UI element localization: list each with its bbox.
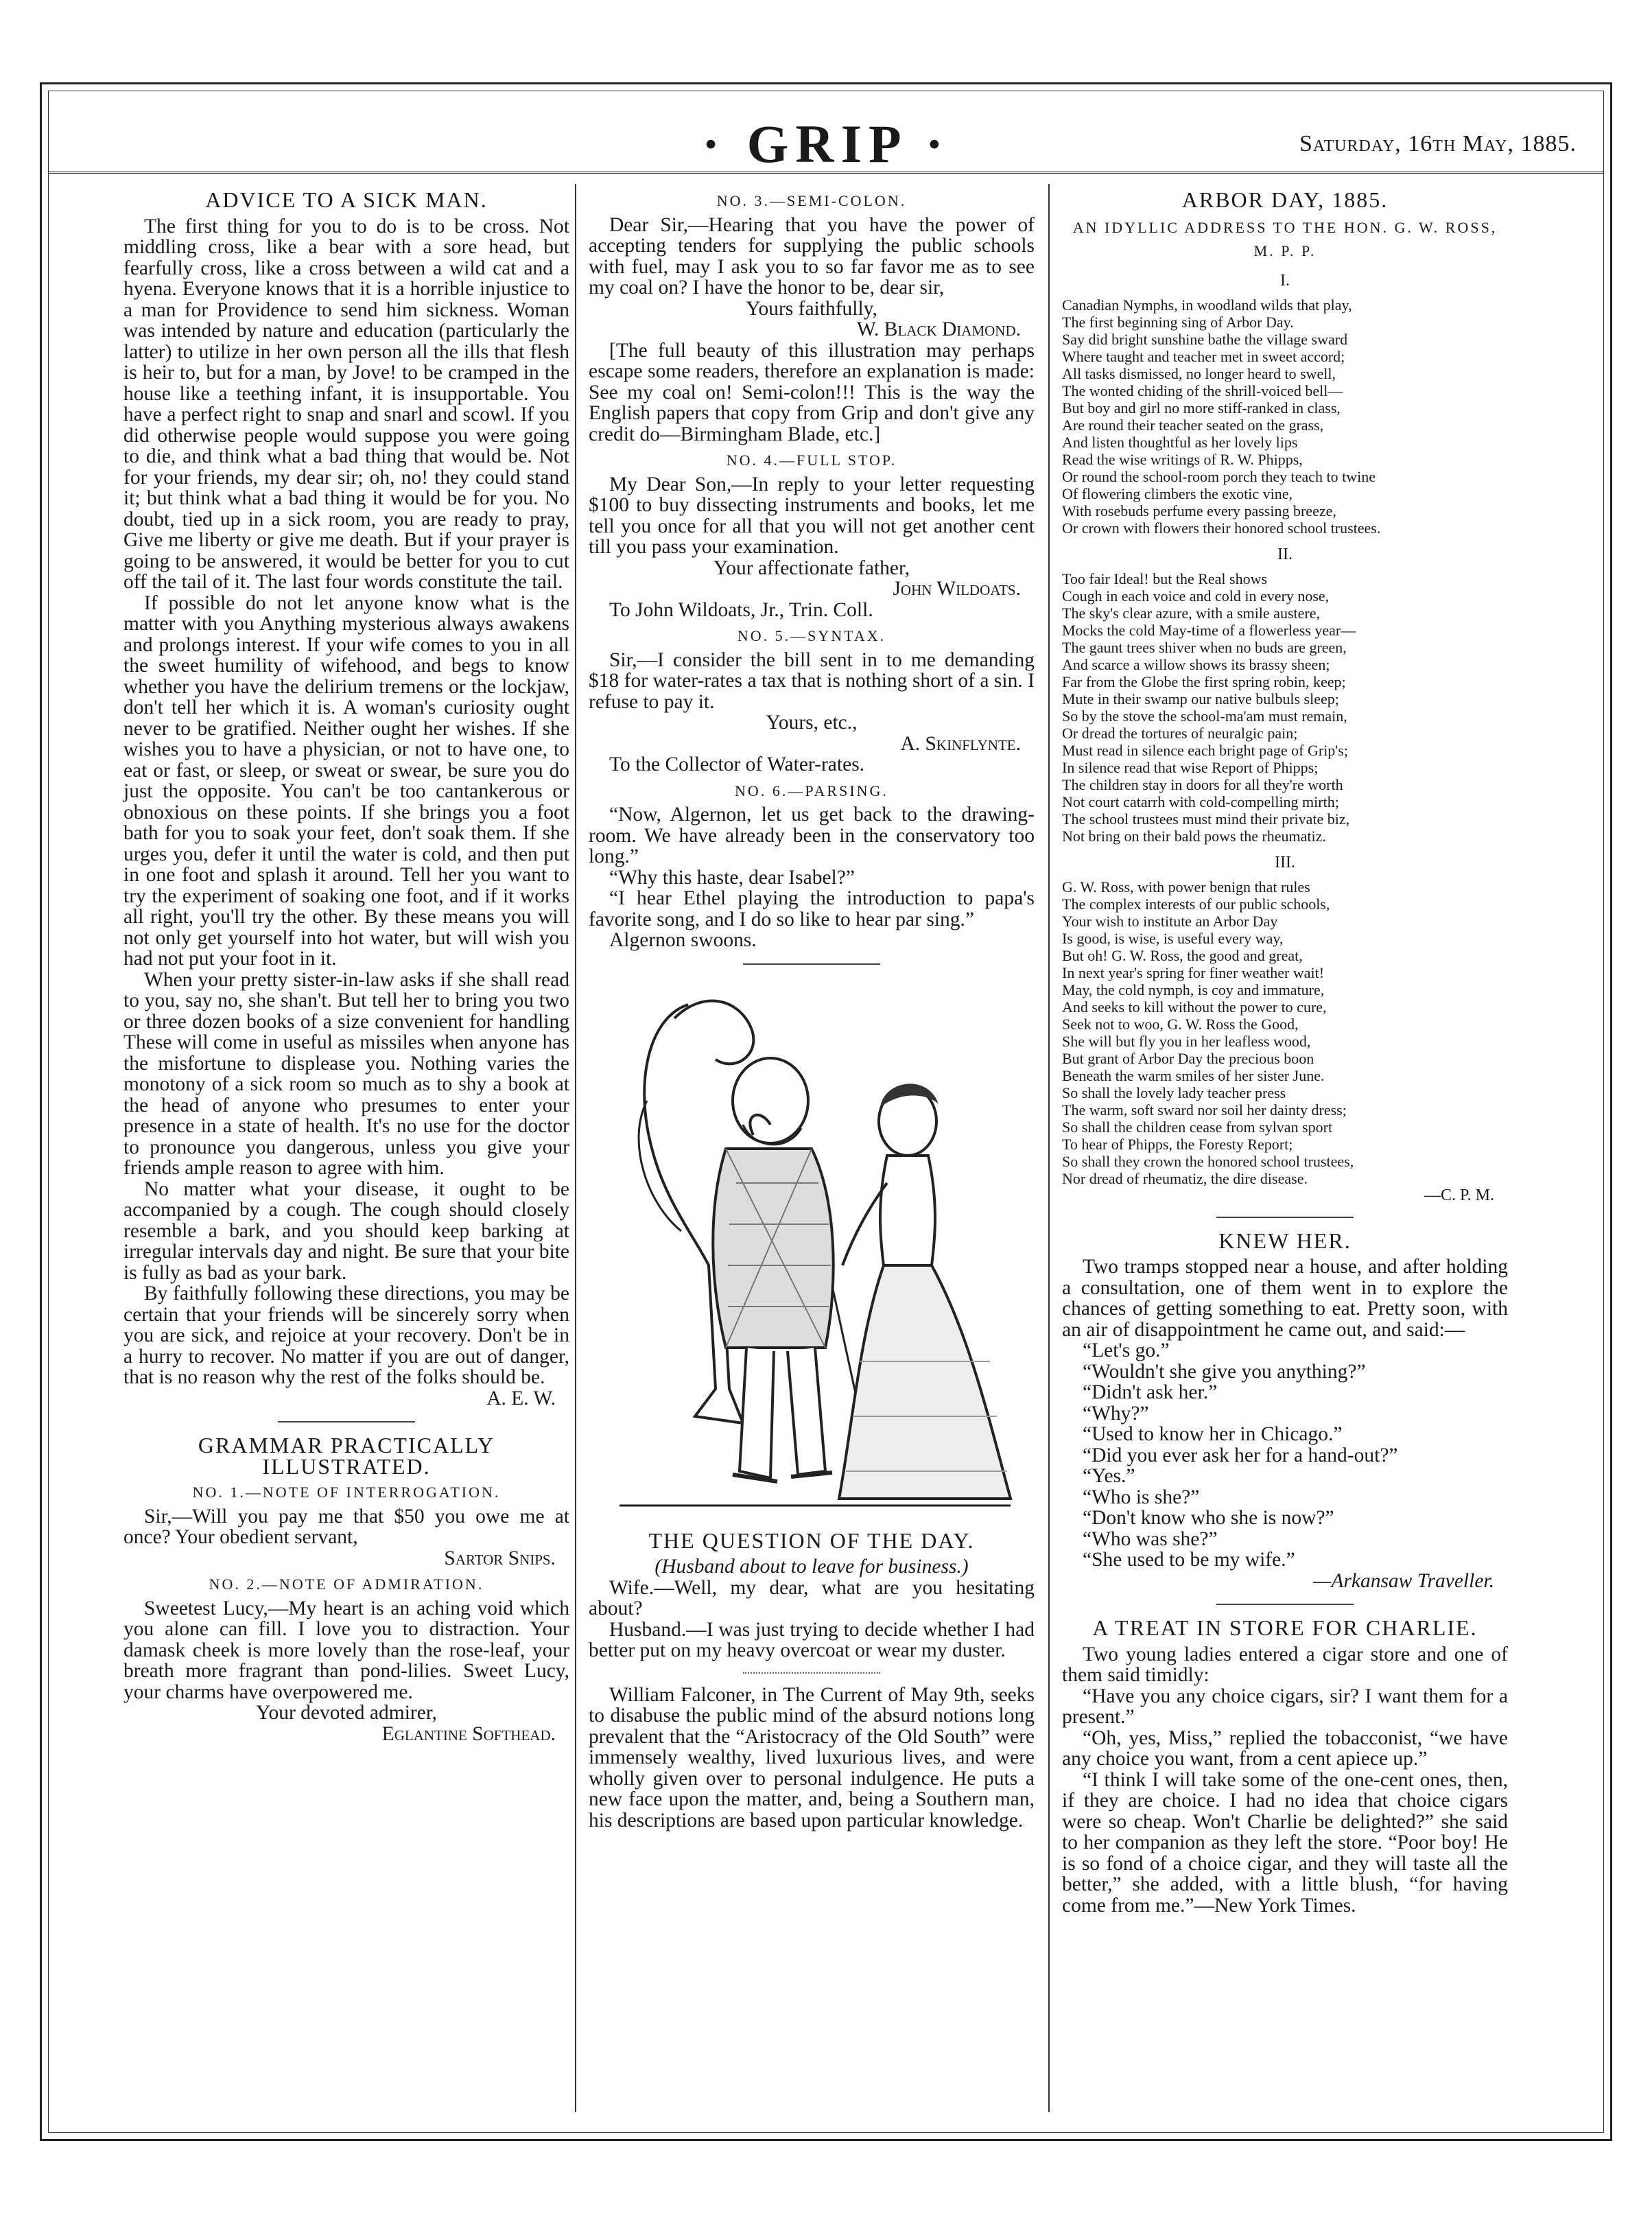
cartoon-caption-title: THE QUESTION OF THE DAY. [648, 1527, 975, 1553]
dialogue-line: “Don't know who she is now?” [1083, 1507, 1334, 1529]
poem-line: Read the wise writings of R. W. Phipps, [1062, 450, 1303, 468]
grammar-no4-text: My Dear Son,—In reply to your letter requesting $100 to buy dissecting instruments and books, let me tell you once for all that you will not get another cent till you pass your examination. [589, 473, 1035, 558]
poem-line: Not bring on their bald pows the rheumatiz. [1062, 827, 1326, 845]
poem-line: The school trustees must mind their private biz, [1062, 810, 1350, 828]
dialogue-line: “Let's go.” [1083, 1339, 1170, 1361]
treat-paragraph-1: Two young ladies entered a cigar store and one of them said timidly: [1062, 1643, 1508, 1686]
poem-line: In next year's spring for finer weather wait! [1062, 963, 1325, 981]
poem-line: Too fair Ideal! but the Real shows [1062, 570, 1268, 587]
arbor-signature: —C. P. M. [1424, 1186, 1494, 1204]
stanza-number: III. [1275, 853, 1295, 871]
falconer-paragraph: William Falconer, in The Current of May 9th, seeks to disabuse the public mind of the absurd notions long prevalent that the “Aristocracy of the Old South” were immensely wealthy, lived luxurious lives, and were wholly given over to personal indulgence. He puts a new face upon the matter, and, being a Southern man, his descriptions are based upon particular knowledge. [589, 1683, 1035, 1831]
grammar-no6-p4: Algernon swoons. [609, 929, 757, 951]
grammar-no2-signature: Eglantine Softhead. [381, 1722, 556, 1745]
dialogue-line: “Who is she?” [1083, 1486, 1200, 1508]
grammar-no1-heading: NO. 1.—NOTE OF INTERROGATION. [192, 1484, 501, 1501]
dialogue-line: “Didn't ask her.” [1083, 1381, 1218, 1403]
poem-line: She will but fly you in her leafless wood, [1062, 1032, 1311, 1050]
poem-line: Or round the school-room porch they teach to twine [1062, 467, 1376, 485]
poem-line: The gaunt trees shiver when no buds are green, [1062, 638, 1347, 656]
poem-line: The complex interests of our public schools, [1062, 895, 1330, 913]
poem-line: With rosebuds perfume every passing breeze, [1062, 502, 1336, 519]
grammar-no5-signature: A. Skinflynte. [900, 732, 1021, 755]
grammar-no6-heading: NO. 6.—PARSING. [735, 782, 888, 799]
poem-line: The sky's clear azure, with a smile austere, [1062, 604, 1320, 622]
poem-line: The warm, soft sward nor soil her dainty dress; [1062, 1101, 1347, 1119]
knew-dialogue [1062, 1340, 1508, 1571]
dialogue-line: “Who was she?” [1083, 1527, 1218, 1550]
poem-line: The first beginning sing of Arbor Day. [1062, 313, 1294, 331]
poem-line: Far from the Globe the first spring robin, keep; [1062, 672, 1346, 690]
article-title-advice: ADVICE TO A SICK MAN. [205, 187, 488, 212]
dialogue-line: “Wouldn't she give you anything?” [1083, 1360, 1366, 1383]
grammar-no2-closing: Your devoted admirer, [256, 1702, 437, 1724]
grammar-no3-heading: NO. 3.—SEMI-COLON. [716, 192, 907, 209]
treat-paragraph-2: “Have you any choice cigars, sir? I want them for a present.” [1062, 1685, 1508, 1728]
advice-paragraph-1: The first thing for you to do is to be cross. Not middling cross, like a bear with a sore head, but fearfully cross, like a cross between a wild cat and a hyena. Everyone knows that it is a horrible injustice to a man for Providence to send him sickness. Woman was intended by nature and education (particularly the latter) to utilize in her own person all the ills that flesh is heir to, but for a man, by Jove! to be cramped in the house like a teething infant, it is insupportable. You have a perfect right to snap and snarl and scowl. If you did otherwise people would suppose you were going to die, and think what a bad thing that would be. Not for your friends, my dear sir; oh, no! they could stand it; but think what a bad thing it would be for you. No doubt, tied up in a sick room, you are ready to pray, Give me liberty or give me death. But if your prayer is going to be answered, it would be better for you to cut off the tail of it. The last four words constitute the tail. [123, 215, 569, 593]
poem-line: But oh! G. W. Ross, the good and great, [1062, 946, 1303, 964]
poem-line: The wonted chiding of the shrill-voiced bell— [1062, 382, 1343, 399]
dialogue-line: “She used to be my wife.” [1083, 1549, 1295, 1571]
grammar-no3-text: Dear Sir,—Hearing that you have the power of accepting tenders for supplying the public schools with fuel, may I ask you to so far favor me as to see my coal on? I have the honor to be, dear sir, [589, 213, 1035, 298]
poem-line: But grant of Arbor Day the precious boon [1062, 1049, 1314, 1067]
separator [743, 963, 880, 965]
poem-line: And scarce a willow shows its brassy sheen; [1062, 655, 1330, 673]
knew-signature: —Arkansaw Traveller. [1313, 1569, 1494, 1592]
grammar-no5-to: To the Collector of Water-rates. [609, 753, 865, 775]
advice-paragraph-5: By faithfully following these directions, you may be certain that your friends will be sincerely sorry when you are sick, and rejoice at your recovery. Don't be in a hurry to recover. No matter if you are out of danger, that is no reason why the rest of the folks should be. [123, 1283, 569, 1388]
stanza-2 [1062, 570, 1508, 845]
cartoon-illustration [606, 977, 1017, 1526]
dialogue-line: “Yes.” [1083, 1465, 1135, 1487]
dialogue-line: “Did you ever ask her for a hand-out?” [1083, 1444, 1398, 1466]
poem-line: Mocks the cold May-time of a flowerless year— [1062, 621, 1356, 639]
grammar-no5-text: Sir,—I consider the bill sent in to me demanding $18 for water-rates a tax that is nothing short of a sin. I refuse to pay it. [589, 648, 1035, 713]
poem-line: Say did bright sunshine bathe the village sward [1062, 330, 1348, 348]
advice-paragraph-4: No matter what your disease, it ought to be accompanied by a cough. The cough should closely resemble a bark, and you should keep barking at irregular intervals day and night. Be sure that your bite is fully as bad as your bark. [123, 1178, 569, 1284]
poem-line: The children stay in doors for all they're worth [1062, 775, 1343, 793]
treat-paragraph-4: “I think I will take some of the one-cent ones, then, if they are choice. I had no idea that choice cigars were so cheap. Won't Charlie be delighted?” she said to her companion as they left the store. “Poor boy! He is so fond of a choice cigar, and they will taste all the better,” she added, with a little blush, “for having come from me.”—New York Times. [1062, 1768, 1508, 1917]
advice-paragraph-3: When your pretty sister-in-law asks if she shall read to you, say no, she shan't. But tell her to bring you two or three dozen books of a size convenient for handling These will come in useful as missiles when anyone has the misfortune to displease you. Nothing varies the monotony of a sick room so much as to shy a book at the head of anyone who presumes to enter your presence in a state of health. It's no use for the doctor to pronounce you dangerous, unless you give your friends ample reason to agree with him. [123, 968, 569, 1179]
poem-line: Cough in each voice and cold in every nose, [1062, 587, 1330, 605]
grammar-no6-p3: “I hear Ethel playing the introduction to papa's favorite song, and I do so like to hear par sing.” [589, 887, 1035, 930]
article-title-treat: A TREAT IN STORE FOR CHARLIE. [1092, 1615, 1478, 1640]
grammar-no5-closing: Yours, etc., [766, 712, 858, 734]
cartoon-dialogue-wife: Wife.—Well, my dear, what are you hesitating about? [589, 1576, 1035, 1619]
column-1 [123, 185, 569, 1744]
poem-line: So shall they crown the honored school trustees, [1062, 1152, 1354, 1170]
poem-line: G. W. Ross, with power benign that rules [1062, 878, 1310, 895]
poem-line: Nor dread of rheumatiz, the dire disease. [1062, 1169, 1308, 1187]
poem-line: So shall the lovely lady teacher press [1062, 1084, 1286, 1101]
cartoon-dialogue-husband: Husband.—I was just trying to decide whether I had better put on my heavy overcoat or wear my duster. [589, 1618, 1035, 1661]
grammar-no1-text: Sir,—Will you pay me that $50 you owe me at once? Your obedient servant, [123, 1505, 569, 1548]
masthead-rule [48, 172, 1604, 178]
stanza-number: I. [1280, 271, 1290, 290]
poem-line: Is good, is wise, is useful every way, [1062, 929, 1284, 947]
grammar-no4-signature: John Wildoats. [893, 578, 1021, 600]
article-title-arbor: ARBOR DAY, 1885. [1181, 187, 1389, 212]
treat-paragraph-3: “Oh, yes, Miss,” replied the tobacconist, “we have any choice you want, from a cent apiece up.” [1062, 1726, 1508, 1770]
masthead-date: Saturday, 16th May, 1885. [1299, 131, 1577, 156]
stanza-number: II. [1277, 545, 1293, 563]
masthead [48, 113, 1604, 175]
poem-line: Where taught and teacher met in sweet accord; [1062, 347, 1345, 365]
grammar-no3-note: [The full beauty of this illustration may perhaps escape some readers, therefore an explanation is made: See my coal on! Semi-colon!!! This is the way the English papers that copy from Grip and don't give any credit do—Birmingham Blade, etc.] [589, 339, 1035, 445]
cartoon-caption-subtitle: (Husband about to leave for business.) [654, 1556, 969, 1578]
poem-line: Are round their teacher seated on the grass, [1062, 416, 1324, 434]
poem-line: To hear of Phipps, the Foresty Report; [1062, 1135, 1293, 1153]
grammar-no4-to: To John Wildoats, Jr., Trin. Coll. [609, 598, 873, 621]
poem-line: So shall the children cease from sylvan sport [1062, 1118, 1333, 1136]
arbor-poem [1062, 272, 1508, 1204]
poem-line: Or dread the tortures of neuralgic pain; [1062, 724, 1298, 742]
grammar-no4-heading: NO. 4.—FULL STOP. [726, 452, 897, 469]
column-3 [1062, 185, 1508, 1916]
grammar-no3-closing: Yours faithfully, [746, 297, 877, 320]
separator [1216, 1604, 1354, 1605]
stanza-1 [1062, 296, 1508, 537]
grammar-no4-closing: Your affectionate father, [713, 557, 910, 579]
grammar-no3-signature: W. Black Diamond. [856, 318, 1021, 340]
grammar-no5-heading: NO. 5.—SYNTAX. [737, 627, 886, 644]
poem-line: May, the cold nymph, is coy and immature, [1062, 981, 1325, 998]
stanza-3 [1062, 878, 1508, 1187]
poem-line: And seeks to kill without the power to cure, [1062, 998, 1327, 1016]
article-title-knew-her: KNEW HER. [1218, 1228, 1352, 1253]
poem-line: Seek not to woo, G. W. Ross the Good, [1062, 1015, 1299, 1033]
poem-line: All tasks dismissed, no longer heard to swell, [1062, 364, 1336, 382]
advice-signature: A. E. W. [486, 1387, 556, 1409]
column-rule-2 [1048, 184, 1050, 2112]
grammar-no2-text: Sweetest Lucy,—My heart is an aching void which you alone can fill. I love you to distraction. Your damask cheek is more lovely than the rose-leaf, your breath more fragrant than pond-lilies. Sweet Lucy, your charms have overpowered me. [123, 1597, 569, 1703]
poem-line: And listen thoughtful as her lovely lips [1062, 433, 1298, 451]
grammar-no2-heading: NO. 2.—NOTE OF ADMIRATION. [209, 1576, 484, 1593]
column-rule-1 [575, 184, 576, 2112]
poem-line: Canadian Nymphs, in woodland wilds that play, [1062, 296, 1352, 314]
poem-line: In silence read that wise Report of Phipps; [1062, 758, 1319, 776]
poem-line: But boy and girl no more stiff-ranked in class, [1062, 399, 1341, 417]
poem-line: Mute in their swamp our native bulbuls sleep; [1062, 690, 1339, 707]
column-2 [589, 185, 1035, 1831]
poem-line: So by the stove the school-ma'am must remain, [1062, 707, 1347, 725]
dialogue-line: “Why?” [1083, 1402, 1149, 1425]
grammar-no1-signature: Sartor Snips. [444, 1547, 556, 1569]
poem-line: Not court catarrh with cold-compelling mirth; [1062, 793, 1339, 810]
separator [278, 1421, 415, 1422]
poem-line: Of flowering climbers the exotic vine, [1062, 484, 1293, 502]
knew-paragraph: Two tramps stopped near a house, and after holding a consultation, one of them went in to explore the chances of getting something to eat. Pretty soon, with an air of disappointment he came out, and said:— [1062, 1256, 1508, 1341]
separator [1216, 1217, 1354, 1218]
dialogue-line: “Used to know her in Chicago.” [1083, 1423, 1343, 1445]
article-title-grammar: GRAMMAR PRACTICALLY ILLUSTRATED. [198, 1433, 495, 1479]
poem-line: Or crown with flowers their honored school trustees. [1062, 519, 1381, 537]
masthead-title: · GRIP · [702, 114, 950, 174]
poem-line: Must read in silence each bright page of Grip's; [1062, 741, 1348, 759]
grammar-no6-p2: “Why this haste, dear Isabel?” [609, 866, 855, 889]
advice-paragraph-2: If possible do not let anyone know what is the matter with you Anything mysterious always awakens and prolongs interest. If your wife comes to you in all the sweet humility of wifehood, and begs to know whether you have the delirium tremens or the lockjaw, don't tell her which it is. A woman's curiosity ought never to be gratified. Neither ought her wishes. If she wishes you to have a physician, or not to have one, to eat or fast, or sleep, or sweat or swear, be sure you do just the opposite. You can't be too cantankerous or obnoxious on these points. If she brings you a foot bath for you to soak your feet, don't soak them. If she urges you, defer it until the water is cold, and then put in one foot and splash it around. Tell her you want to try the experiment of soaking one foot, and if it works all right, you'll try the other. By these means you will not only get yourself into hot water, but will wish you had not put your foot in it. [123, 592, 569, 970]
grammar-no6-p1: “Now, Algernon, let us get back to the drawing-room. We have already been in the conservatory too long.” [589, 804, 1035, 867]
arbor-subtitle: AN IDYLLIC ADDRESS TO THE HON. G. W. ROSS, M. P. P. [1072, 218, 1498, 259]
poem-line: Your wish to institute an Arbor Day [1062, 912, 1278, 930]
poem-line: Beneath the warm smiles of her sister June. [1062, 1066, 1325, 1084]
separator [743, 1672, 880, 1674]
